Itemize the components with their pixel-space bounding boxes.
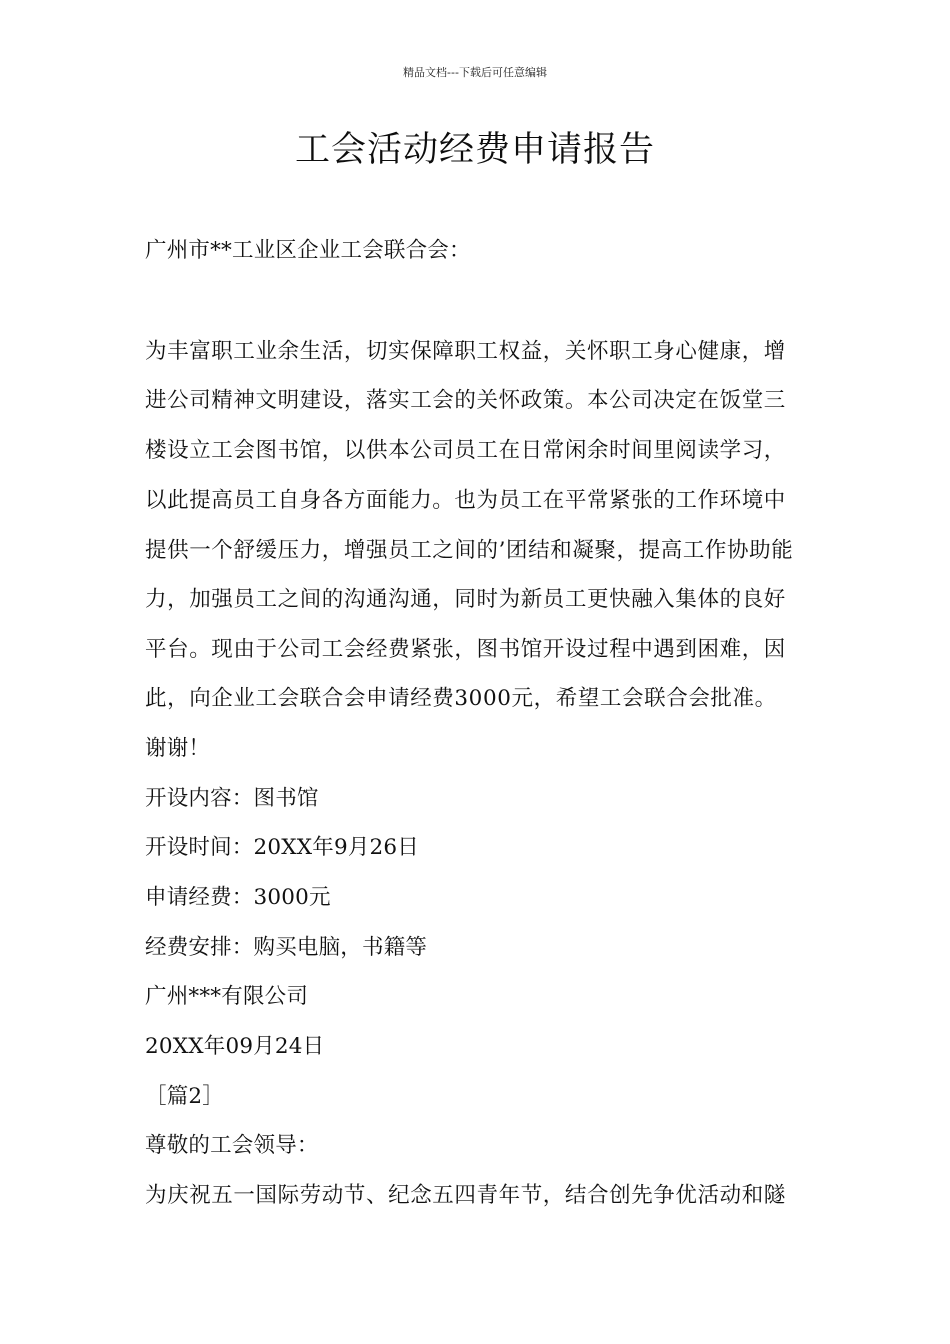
body-line: 平台。现由于公司工会经费紧张，图书馆开设过程中遇到困难，因 [145,637,786,662]
detail-arrangement: 经费安排：购买电脑，书籍等 [145,935,428,960]
company-name: 广州***有限公司 [145,984,309,1009]
section2-body-line: 为庆祝五一国际劳动节、纪念五四青年节，结合创先争优活动和隧 [145,1183,786,1208]
section-marker: ［篇2］ [145,1084,224,1109]
thanks-line: 谢谢！ [145,736,211,761]
detail-content: 开设内容：图书馆 [145,786,319,811]
body-line: 以此提高员工自身各方面能力。也为员工在平常紧张的工作环境中 [145,488,786,513]
body-line: 力，加强员工之间的沟通沟通，同时为新员工更快融入集体的良好 [145,587,786,612]
document-title: 工会活动经费申请报告 [294,130,655,170]
section2-salutation: 尊敬的工会领导： [145,1133,319,1158]
document-date: 20XX年09月24日 [145,1034,325,1059]
detail-time: 开设时间：20XX年9月26日 [145,835,420,860]
salutation: 广州市**工业区企业工会联合会： [145,238,471,263]
body-line: 进公司精神文明建设，落实工会的关怀政策。本公司决定在饭堂三 [145,388,786,413]
body-line: 楼设立工会图书馆，以供本公司员工在日常闲余时间里阅读学习， [145,438,786,463]
header-note: 精品文档---下载后可任意编辑 [403,66,547,79]
body-line: 提供一个舒缓压力，增强员工之间的’团结和凝聚，提高工作协助能 [145,538,794,563]
detail-amount: 申请经费：3000元 [145,885,331,910]
body-line: 为丰富职工业余生活，切实保障职工权益，关怀职工身心健康，增 [145,339,786,364]
body-line: 此，向企业工会联合会申请经费3000元，希望工会联合会批准。 [145,686,777,711]
